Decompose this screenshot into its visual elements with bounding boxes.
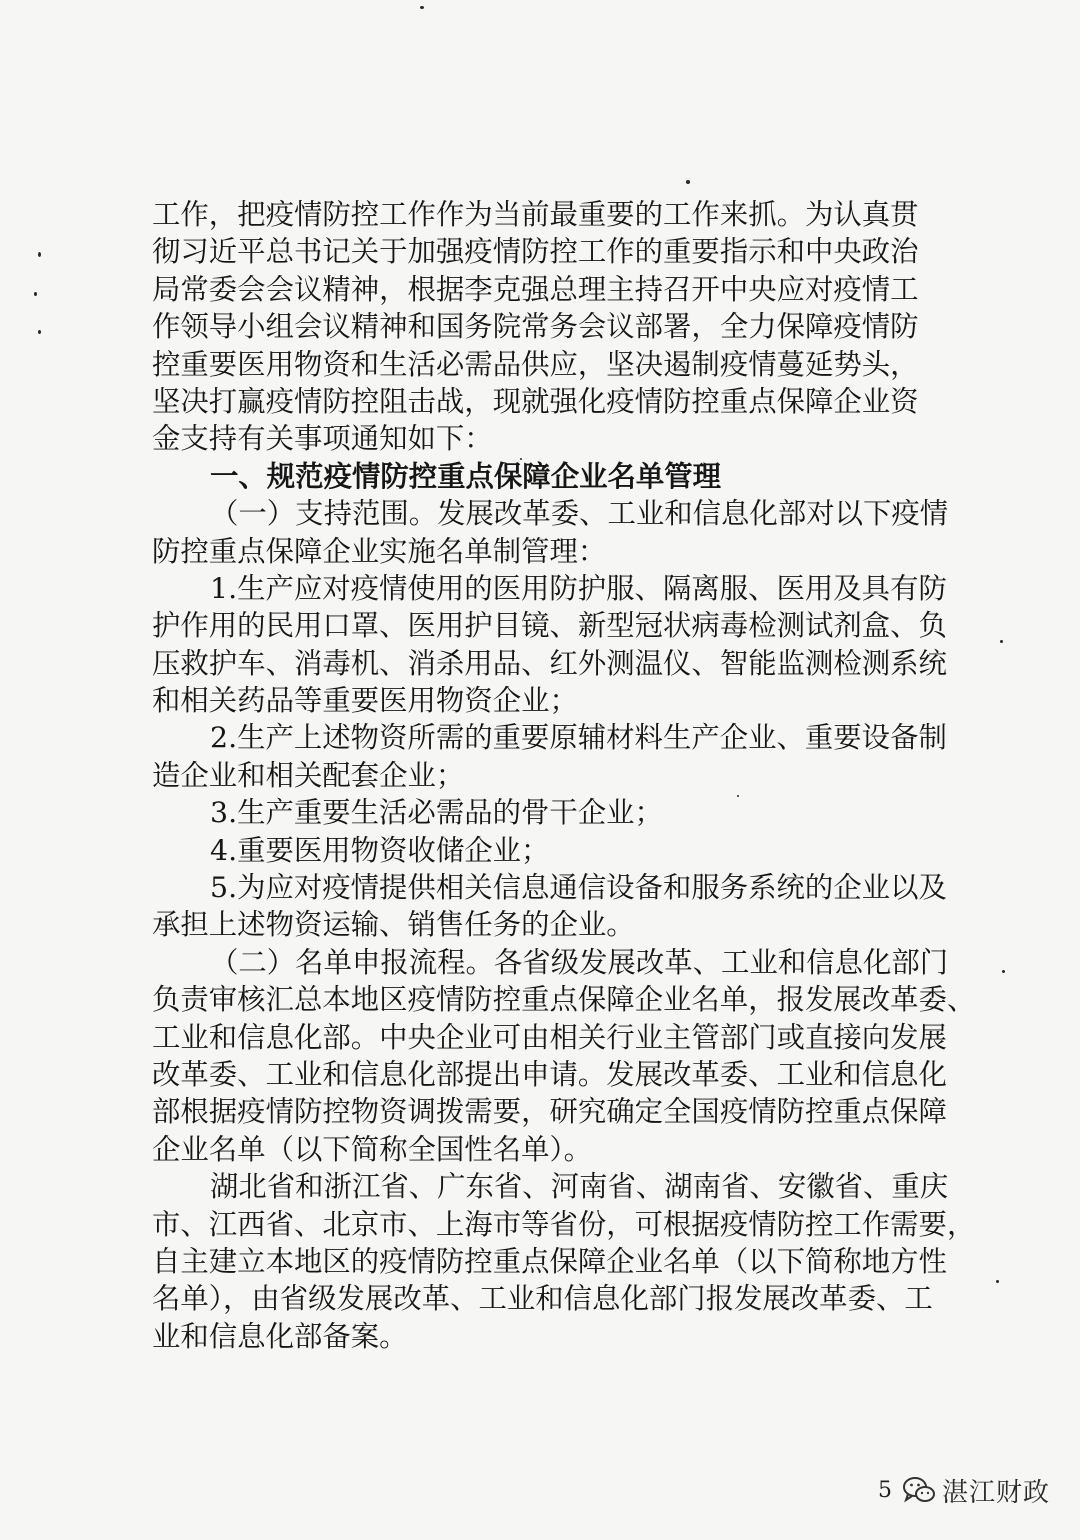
document-body [152, 196, 976, 1355]
text-line: 彻习近平总书记关于加强疫情防控工作的重要指示和中央政治 [152, 235, 919, 269]
text-line: 自主建立本地区的疫情防控重点保障企业名单（以下简称地方性 [152, 1244, 947, 1278]
page-number: 5 [877, 1477, 892, 1503]
paragraph [152, 1168, 976, 1355]
paragraph [152, 794, 942, 831]
text-line: 控重要医用物资和生活必需品供应，坚决遏制疫情蔓延势头， [152, 347, 919, 381]
text-line: 坚决打赢疫情防控阻击战，现就强化疫情防控重点保障企业资 [152, 384, 919, 418]
text-line: 护作用的民用口罩、医用护目镜、新型冠状病毒检测试剂盒、负 [152, 609, 947, 643]
scan-speck [38, 252, 41, 257]
text-line: 金支持有关事项通知如下： [152, 422, 493, 456]
scan-speck [686, 180, 690, 184]
source-label: 湛江财政 [941, 1477, 1050, 1508]
text-line: 一、规范疫情防控重点保障企业名单管理 [210, 458, 722, 493]
text-line: 作领导小组会议精神和国务院常务会议部署，全力保障疫情防 [152, 310, 919, 344]
text-line: （二）名单申报流程。各省级发展改革、工业和信息化部门 [210, 945, 949, 979]
text-line: 压救护车、消毒机、消杀用品、红外测温仪、智能监测检测系统 [152, 646, 947, 680]
text-line: 和相关药品等重要医用物资企业； [152, 684, 578, 718]
scan-speck [1000, 640, 1003, 643]
text-line: 防控重点保障企业实施名单制管理： [152, 534, 607, 568]
text-line: 部根据疫情防控物资调拨需要，研究确定全国疫情防控重点保障 [152, 1095, 947, 1129]
page-footer [878, 1470, 1050, 1510]
wechat-icon [902, 1475, 936, 1505]
text-line: 5.为应对疫情提供相关信息通信设备和服务系统的企业以及 [210, 871, 947, 905]
text-line: 工作，把疫情防控工作作为当前最重要的工作来抓。为认真贯 [152, 198, 919, 231]
scan-speck [420, 6, 424, 9]
text-line: 业和信息化部备案。 [152, 1319, 408, 1353]
text-line: 3.生产重要生活必需品的骨干企业； [210, 796, 663, 830]
text-line: 市、江西省、北京市、上海市等省份，可根据疫情防控工作需要， [152, 1207, 976, 1241]
text-line: 2.生产上述物资所需的重要原辅材料生产企业、重要设备制 [210, 721, 947, 755]
section-heading [152, 458, 942, 495]
scan-speck [1002, 970, 1005, 973]
text-line: 企业名单（以下简称全国性名单）。 [152, 1132, 593, 1166]
scan-speck [38, 330, 41, 334]
text-line: 工业和信息化部。中央企业可由相关行业主管部门或直接向发展 [152, 1020, 947, 1054]
paragraph [152, 832, 942, 869]
text-line: 局常委会会议精神，根据李克强总理主持召开中央应对疫情工 [152, 272, 919, 306]
text-line: 改革委、工业和信息化部提出申请。发展改革委、工业和信息化 [152, 1057, 947, 1091]
text-line: 名单），由省级发展改革、工业和信息化部门报发展改革委、工 [152, 1282, 933, 1316]
paragraph [152, 719, 947, 794]
paragraph [152, 869, 947, 944]
paragraph [152, 495, 949, 570]
scan-speck [34, 292, 37, 296]
text-line: 造企业和相关配套企业； [152, 758, 465, 792]
paragraph [152, 944, 976, 1168]
paragraph [152, 196, 942, 458]
text-line: 负责审核汇总本地区疫情防控重点保障企业名单，报发展改革委、 [152, 983, 976, 1017]
text-line: 1.生产应对疫情使用的医用防护服、隔离服、医用及具有防 [210, 571, 947, 605]
text-line: 湖北省和浙江省、广东省、河南省、湖南省、安徽省、重庆 [210, 1170, 949, 1204]
scan-speck [996, 1280, 999, 1283]
text-line: （一）支持范围。发展改革委、工业和信息化部对以下疫情 [210, 497, 949, 531]
text-line: 承担上述物资运输、销售任务的企业。 [152, 908, 635, 942]
paragraph [152, 570, 947, 720]
text-line: 4.重要医用物资收储企业； [210, 833, 550, 867]
